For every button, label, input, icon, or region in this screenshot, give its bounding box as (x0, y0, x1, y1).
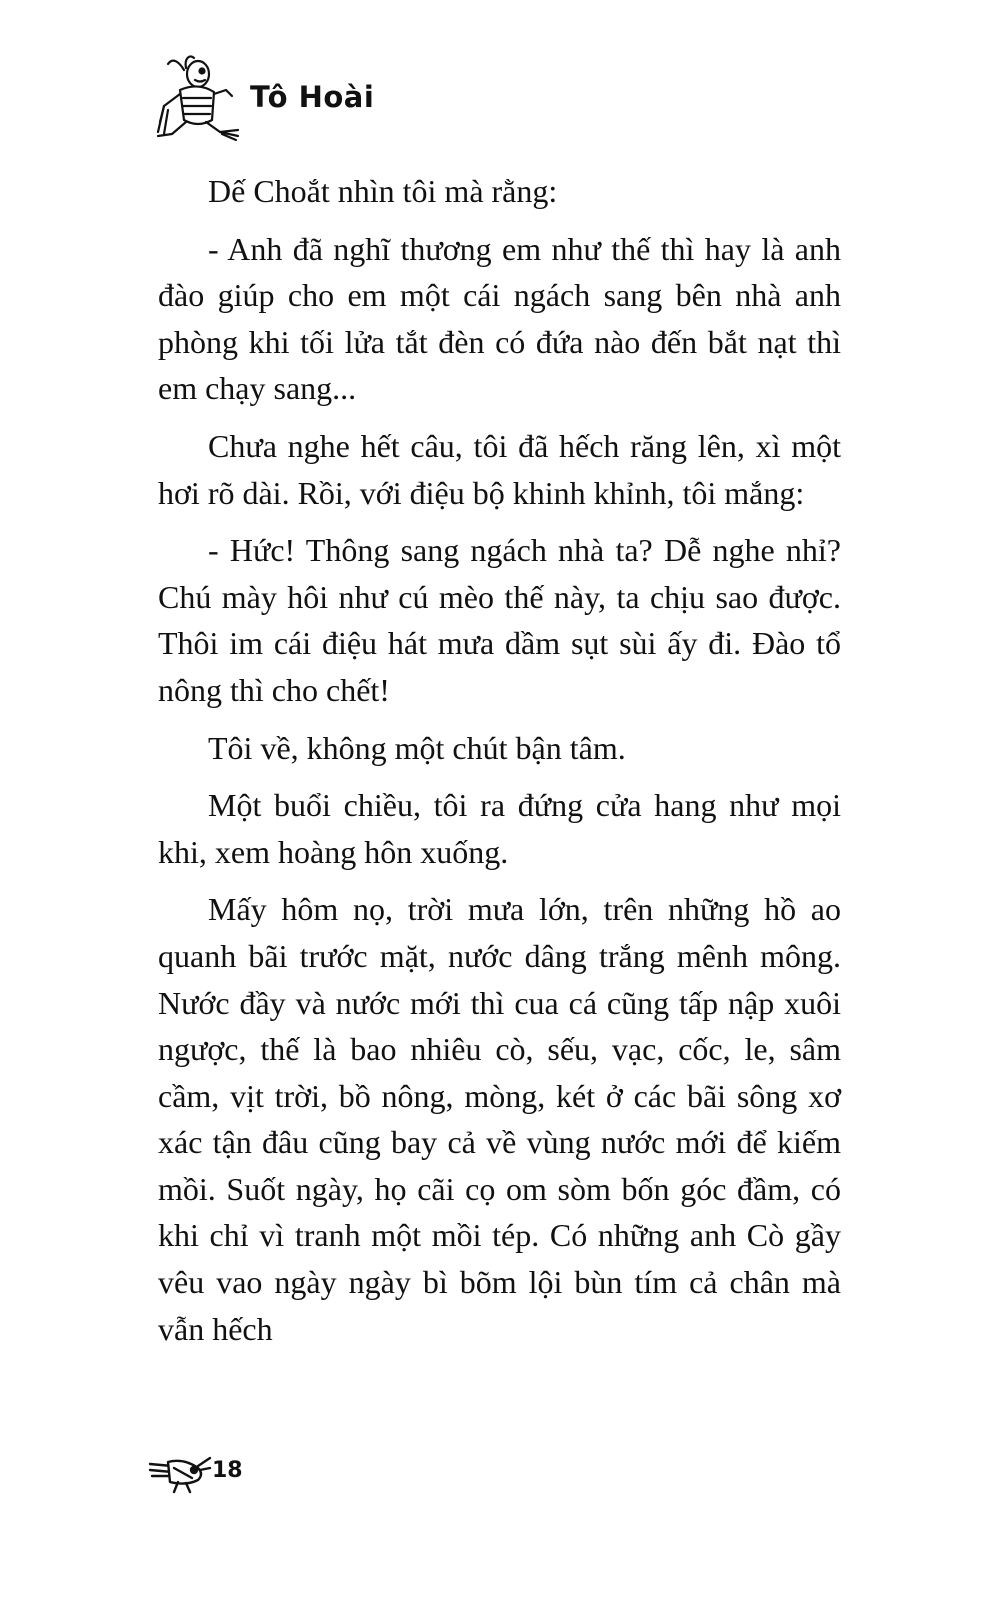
cricket-icon (150, 50, 242, 142)
paragraph: Dế Choắt nhìn tôi mà rằng: (208, 173, 558, 209)
running-header (150, 50, 550, 150)
page-number: 18 (212, 1458, 243, 1483)
paragraph: Mấy hôm nọ, trời mưa lớn, trên những hồ ao quanh bãi trước mặt, nước dâng trắng mênh mông. Nước đầy và nước mới thì cua cá cũng tấp nập xuôi ngược, thế là bao nhiêu cò, sếu, vạc, cốc, le, sâm cầm, vịt trời, bồ nông, mòng, két ở các bãi sông xơ xác tận đâu cũng bay cả về vùng nước mới để kiếm mồi. Suốt ngày, họ cãi cọ om sòm bốn góc đầm, có khi chỉ vì tranh một mồi tép. Có những anh Cò gầy vêu vao ngày ngày bì bõm lội bùn tím cả chân mà vẫn hếch (158, 891, 841, 1347)
page-footer (148, 1452, 348, 1500)
paragraph: Một buổi chiều, tôi ra đứng cửa hang như mọi khi, xem hoàng hôn xuống. (158, 787, 841, 870)
paragraph: Chưa nghe hết câu, tôi đã hếch răng lên, xì một hơi rõ dài. Rồi, với điệu bộ khinh khỉnh, tôi mắng: (158, 427, 841, 511)
page-body (158, 168, 841, 1363)
paragraph: - Anh đã nghĩ thương em như thế thì hay là anh đào giúp cho em một cái ngách sang bên nhà anh phòng khi tối lửa tắt đèn có đứa nào đến bắt nạt thì em chạy sang... (158, 230, 841, 407)
paragraph: - Hức! Thông sang ngách nhà ta? Dễ nghe nhỉ? Chú mày hôi như cú mèo thế này, ta chịu sao được. Thôi im cái điệu hát mưa dầm sụt sùi ấy đi. Đào tổ nông thì cho chết! (158, 532, 841, 708)
author-name: Tô Hoài (250, 80, 375, 114)
cricket-icon (148, 1456, 212, 1494)
paragraph: Tôi về, không một chút bận tâm. (208, 729, 626, 766)
